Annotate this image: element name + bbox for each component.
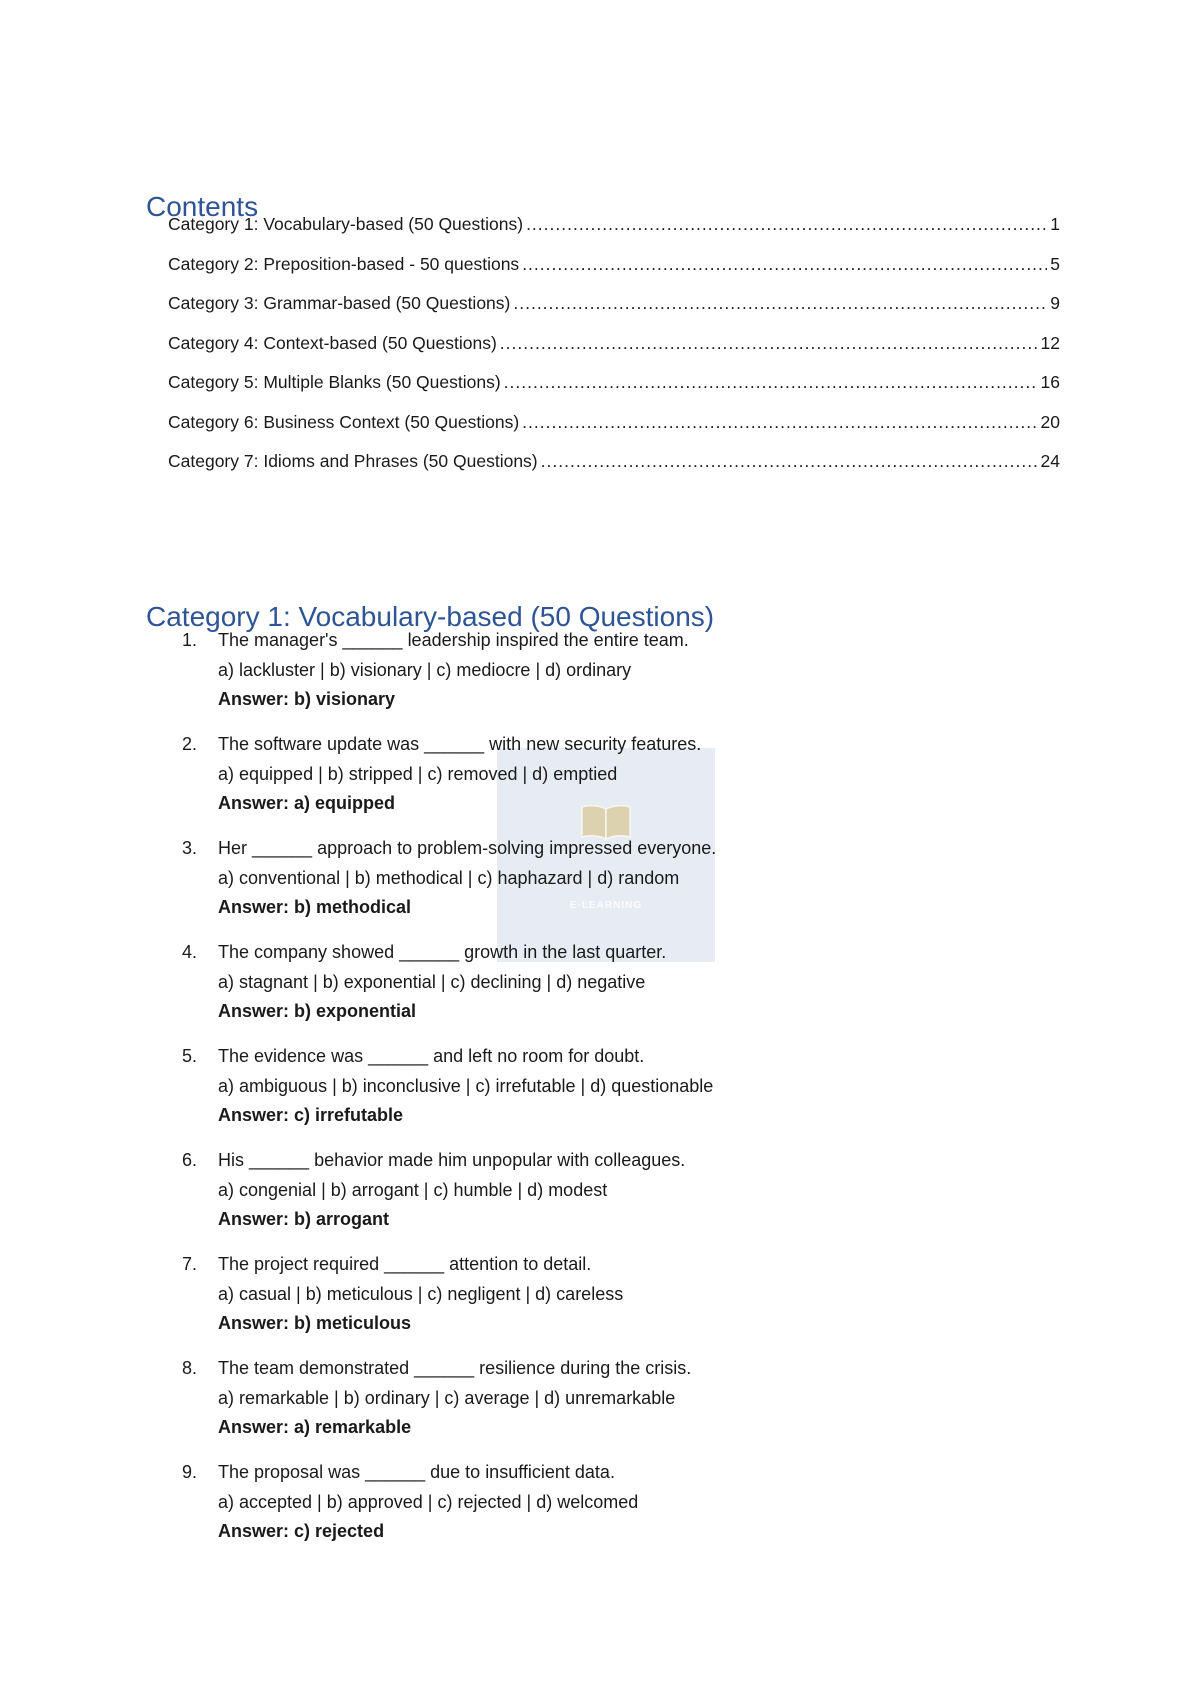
question-options: a) stagnant | b) exponential | c) declining | d) negative: [218, 971, 646, 992]
toc-entry-category-5[interactable]: [168, 372, 1060, 412]
question-number: 9.: [182, 1462, 198, 1482]
toc-entry-page: 20: [1040, 411, 1060, 432]
toc-entry-label: Category 6: Business Context (50 Questions): [168, 411, 520, 432]
toc-entry-page: 16: [1040, 372, 1060, 392]
question-item: [182, 1250, 1062, 1354]
toc-entry-page: 9: [1050, 293, 1060, 313]
toc-entry-category-2[interactable]: [168, 254, 1060, 294]
question-options: a) accepted | b) approved | c) rejected | d) welcomed: [218, 1491, 639, 1512]
question-answer: Answer: a) remarkable: [218, 1417, 412, 1437]
question-text: The project required ______ attention to detail.: [218, 1254, 592, 1274]
toc-leader-dots: [504, 372, 1038, 393]
toc-entry-label: Category 3: Grammar-based (50 Questions): [168, 293, 511, 313]
question-options: a) casual | b) meticulous | c) negligent | d) careless: [218, 1283, 624, 1304]
toc-entry-label: Category 2: Preposition-based - 50 questions: [168, 253, 520, 274]
question-item: [182, 1042, 1062, 1146]
question-item: [182, 1354, 1062, 1458]
question-answer: Answer: b) arrogant: [218, 1209, 390, 1229]
question-item: [182, 1146, 1062, 1250]
question-text: The proposal was ______ due to insufficient data.: [218, 1462, 615, 1482]
question-text: The team demonstrated ______ resilience during the crisis.: [218, 1358, 692, 1378]
question-text: The manager's ______ leadership inspired the entire team.: [218, 630, 689, 650]
toc-entry-category-7[interactable]: [168, 451, 1060, 491]
question-options: a) equipped | b) stripped | c) removed | d) emptied: [218, 763, 618, 784]
toc-leader-dots: [526, 214, 1047, 235]
question-text: The evidence was ______ and left no room for doubt.: [218, 1046, 645, 1066]
toc-entry-label: Category 1: Vocabulary-based (50 Questions): [168, 214, 524, 234]
question-number: 4.: [182, 942, 198, 962]
question-number: 6.: [182, 1150, 198, 1170]
toc-leader-dots: [513, 293, 1047, 314]
question-item: [182, 730, 1062, 834]
question-options: a) congenial | b) arrogant | c) humble | d) modest: [218, 1179, 608, 1200]
question-number: 7.: [182, 1254, 198, 1274]
toc-entry-category-1[interactable]: [168, 214, 1060, 254]
question-number: 8.: [182, 1358, 198, 1378]
toc-entry-category-3[interactable]: [168, 293, 1060, 333]
toc-leader-dots: [522, 254, 1047, 275]
toc-entry-label: Category 4: Context-based (50 Questions): [168, 332, 497, 353]
question-number: 3.: [182, 838, 198, 858]
question-list: [182, 626, 1062, 1562]
question-text: His ______ behavior made him unpopular with colleagues.: [218, 1150, 686, 1170]
question-answer: Answer: b) visionary: [218, 689, 396, 709]
question-number: 2.: [182, 734, 198, 754]
question-answer: Answer: b) exponential: [218, 1001, 417, 1021]
table-of-contents: [168, 214, 1060, 491]
question-text: The software update was ______ with new security features.: [218, 734, 702, 754]
question-item: [182, 626, 1062, 730]
toc-entry-category-4[interactable]: [168, 333, 1060, 373]
question-options: a) lackluster | b) visionary | c) mediocre | d) ordinary: [218, 659, 632, 680]
question-answer: Answer: c) rejected: [218, 1521, 385, 1541]
toc-entry-page: 12: [1040, 332, 1060, 353]
question-answer: Answer: c) irrefutable: [218, 1105, 404, 1125]
toc-entry-page: 1: [1050, 214, 1060, 234]
toc-entry-category-6[interactable]: [168, 412, 1060, 452]
question-number: 5.: [182, 1046, 198, 1066]
question-answer: Answer: b) meticulous: [218, 1313, 412, 1333]
toc-entry-label: Category 5: Multiple Blanks (50 Questions): [168, 372, 501, 392]
toc-leader-dots: [522, 412, 1037, 433]
section-title: Category 1: Vocabulary-based (50 Questions): [146, 601, 715, 633]
toc-title: Contents: [146, 190, 259, 222]
toc-leader-dots: [541, 451, 1038, 472]
question-text: The company showed ______ growth in the last quarter.: [218, 942, 667, 962]
question-item: [182, 834, 1062, 938]
question-answer: Answer: a) equipped: [218, 793, 396, 813]
question-item: [182, 1458, 1062, 1562]
question-answer: Answer: b) methodical: [218, 897, 412, 917]
question-number: 1.: [182, 630, 198, 650]
toc-entry-page: 24: [1040, 451, 1060, 471]
question-options: a) conventional | b) methodical | c) haphazard | d) random: [218, 867, 680, 888]
watermark-text: E-LEARNING: [569, 900, 643, 911]
question-item: [182, 938, 1062, 1042]
toc-entry-page: 5: [1050, 253, 1060, 274]
question-text: Her ______ approach to problem-solving impressed everyone.: [218, 838, 717, 858]
question-options: a) ambiguous | b) inconclusive | c) irrefutable | d) questionable: [218, 1075, 714, 1096]
question-options: a) remarkable | b) ordinary | c) average | d) unremarkable: [218, 1387, 676, 1408]
toc-entry-label: Category 7: Idioms and Phrases (50 Questions): [168, 451, 538, 471]
toc-leader-dots: [500, 333, 1038, 354]
